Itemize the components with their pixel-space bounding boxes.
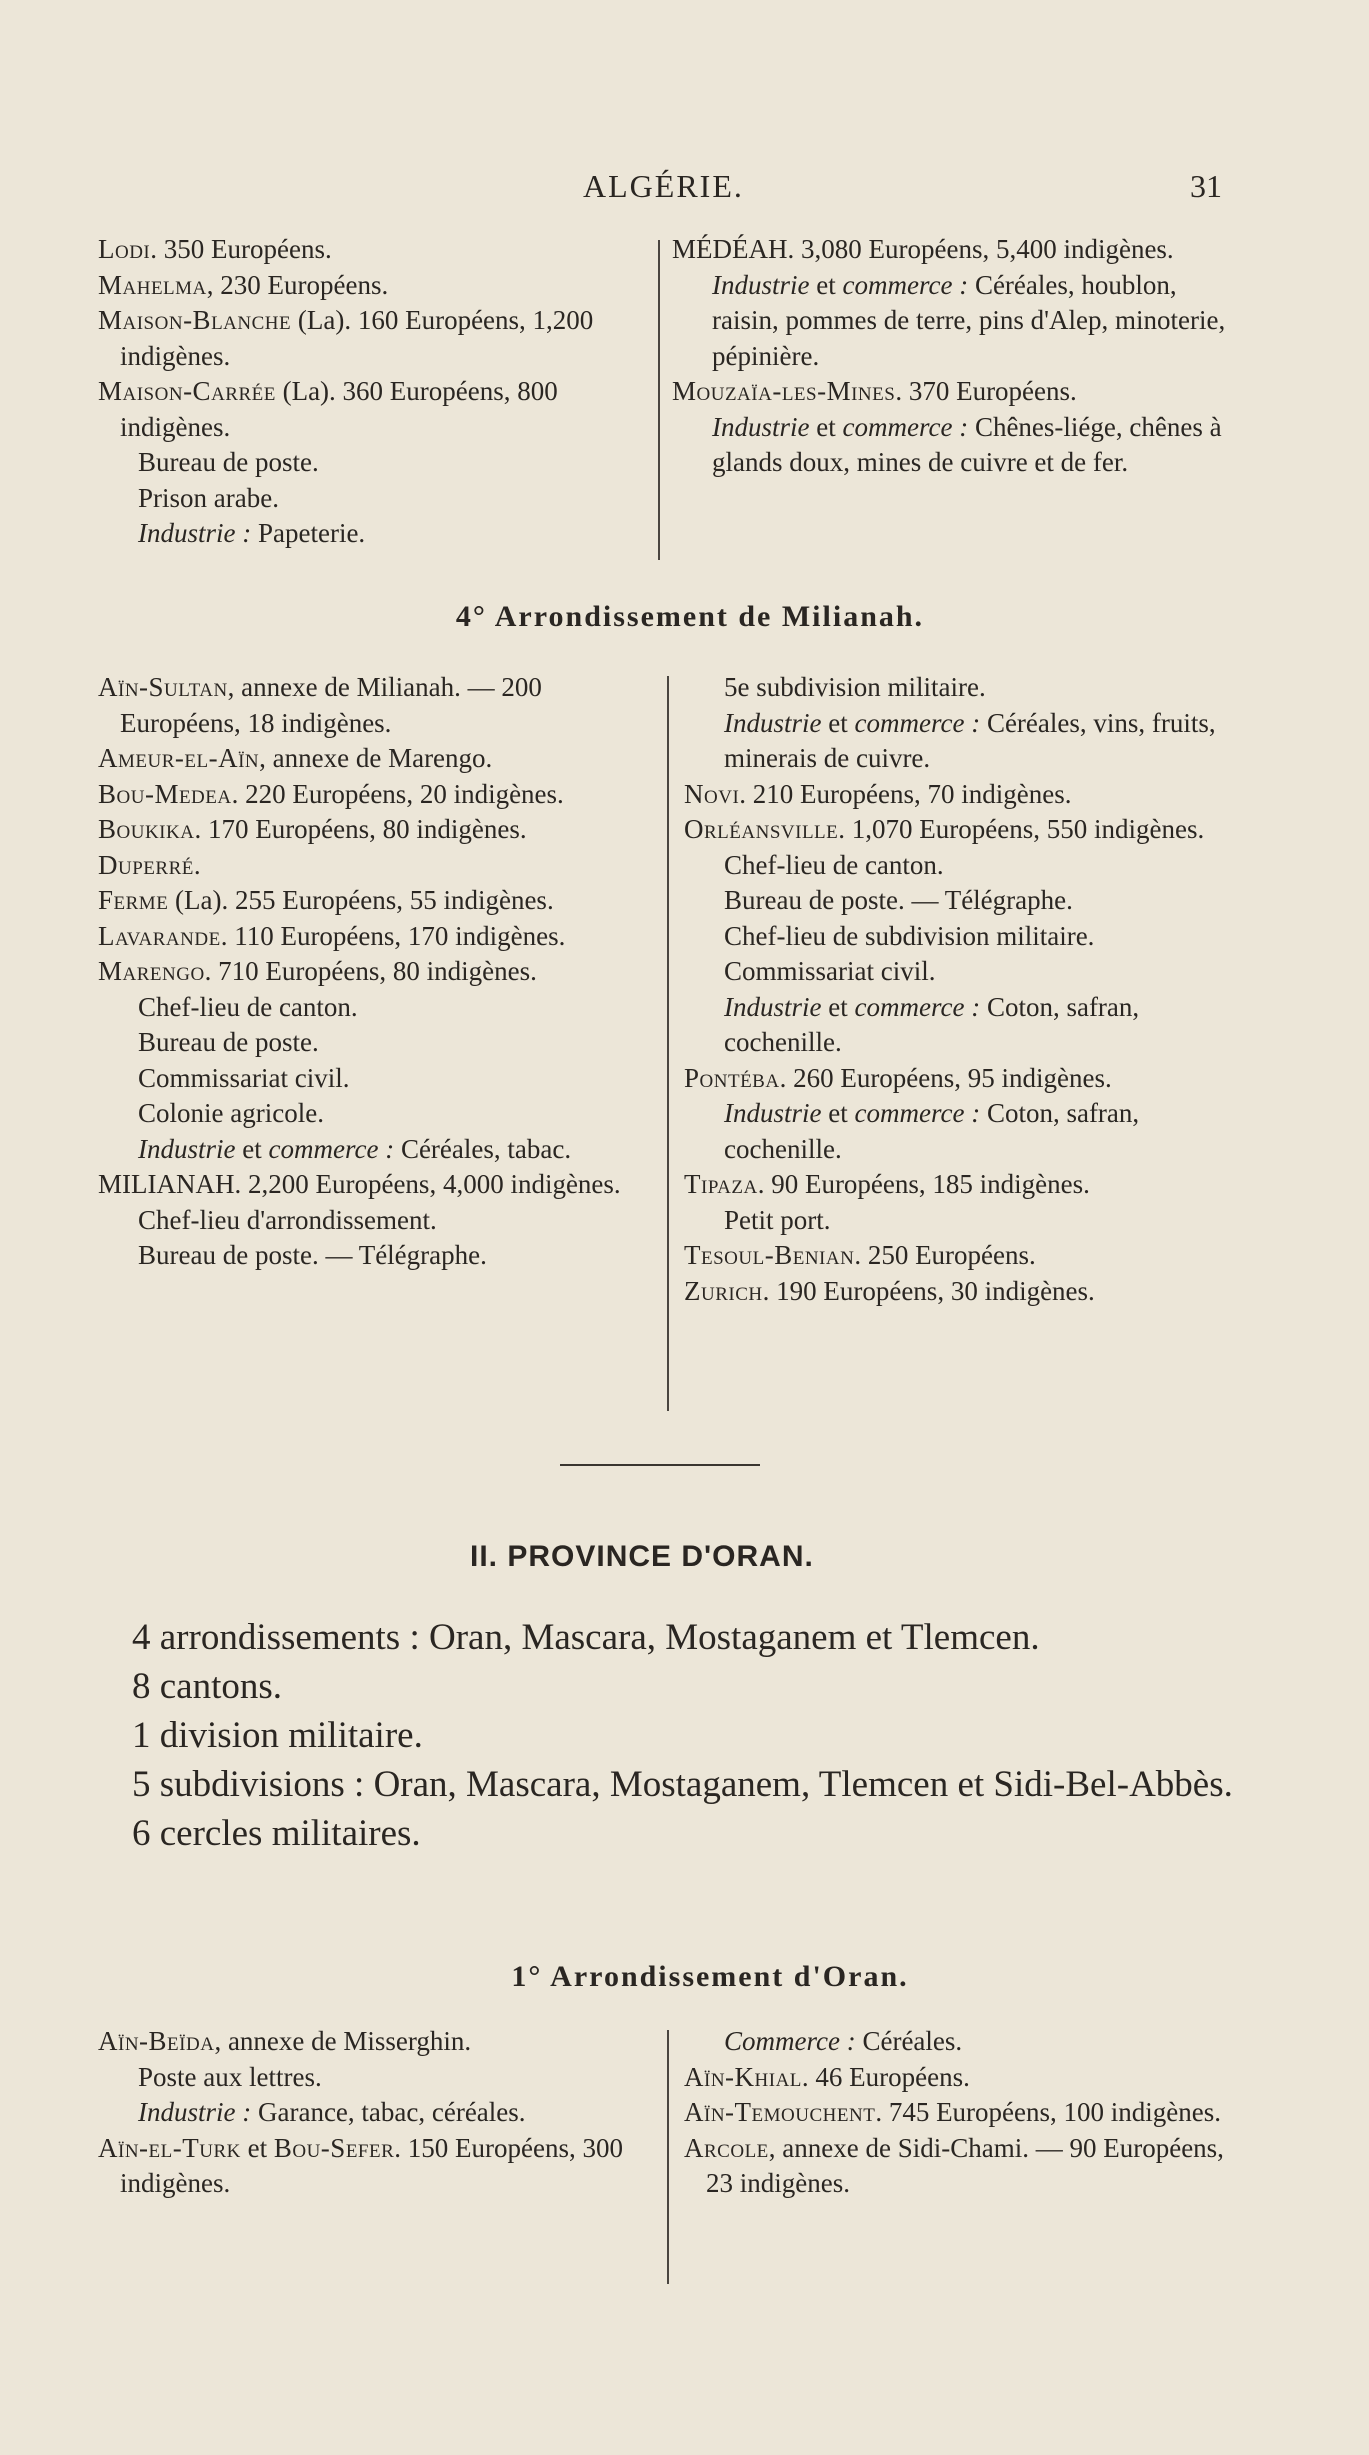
entry-text: Chef-lieu de subdivision militaire. (724, 920, 1095, 951)
place-name: Duperré (98, 849, 194, 880)
summary-line: 4 arrondissements : Oran, Mascara, Mostaganem et Tlemcen. (132, 1617, 1040, 1658)
summary-line: 6 cercles militaires. (132, 1813, 421, 1854)
entry-label: Industrie (712, 411, 810, 442)
entry-label: commerce : (854, 1098, 981, 1128)
entry-text: . (193, 849, 201, 880)
top-left-column (98, 232, 646, 552)
entry-text: Bureau de poste. (138, 1027, 319, 1057)
summary-line: 5 subdivisions : Oran, Mascara, Mostaganem, Tlemcen et Sidi-Bel-Abbès. (132, 1764, 1233, 1805)
place-name: Maison-Carrée (98, 376, 276, 406)
entry-label: Commerce : (724, 2026, 856, 2056)
oran-right-column (684, 2024, 1244, 2202)
entry-text: 5e subdivision militaire. (724, 672, 986, 702)
entry-detail (684, 990, 1244, 1061)
milianah-left-column (98, 670, 646, 1274)
entry-text: Bureau de poste. (138, 447, 319, 477)
place-entry (672, 232, 1242, 268)
entry-detail (98, 481, 646, 517)
place-entry (672, 374, 1242, 410)
place-name: Boukika (98, 814, 195, 844)
place-name: Orléansville (684, 814, 839, 844)
place-name: Ameur-el-Aïn (98, 743, 260, 773)
place-name: Bou-Sefer (273, 2132, 395, 2163)
entry-text: , annexe de Marengo. (259, 743, 493, 773)
entry-text: Céréales, vins, fruits, minerais de cuivre. (724, 707, 1216, 773)
place-name: Mouzaïa-les-Mines (672, 376, 896, 406)
entry-detail (672, 410, 1242, 481)
place-entry (98, 670, 646, 741)
entry-label: commerce : (854, 707, 981, 738)
entry-label: Industrie : (138, 2097, 252, 2127)
place-entry (98, 2024, 646, 2060)
page-header-title: ALGÉRIE. (583, 168, 744, 204)
entry-detail (672, 268, 1242, 375)
entry-text: Chênes-liége, chênes à glands doux, mines de cuivre et de fer. (712, 411, 1222, 477)
place-name: MILIANAH (98, 1169, 235, 1199)
place-name: MÉDÉAH (672, 234, 788, 264)
place-entry (684, 812, 1244, 848)
place-name: Ferme (98, 885, 169, 915)
entry-text: Coton, safran, cochenille. (724, 1098, 1140, 1164)
place-entry (98, 954, 646, 990)
milianah-right-column (684, 670, 1244, 1309)
entry-text: et (235, 1133, 269, 1164)
entry-detail (98, 1203, 646, 1239)
entry-text: Bureau de poste. — Télégraphe. (138, 1240, 487, 1270)
entry-detail (684, 1096, 1244, 1167)
entry-label: Industrie (138, 1133, 236, 1164)
entry-text: Chef-lieu d'arrondissement. (138, 1204, 437, 1235)
place-name: Aïn-Sultan (98, 672, 228, 702)
place-entry (98, 1167, 646, 1203)
entry-text: . 250 Européens. (854, 1240, 1036, 1270)
place-name: Lavarande (98, 920, 221, 951)
place-name: Bou-Medea (98, 778, 232, 809)
entry-detail (684, 1203, 1244, 1239)
entry-label: commerce : (842, 411, 969, 442)
entry-label: Industrie (724, 707, 822, 738)
place-name: Pontéba (684, 1062, 780, 1093)
entry-text: Coton, safran, cochenille. (724, 991, 1140, 1057)
place-entry (98, 268, 646, 304)
entry-text: . 90 Européens, 185 indigènes. (757, 1169, 1090, 1199)
entry-text: et (809, 269, 843, 300)
entry-text: . 150 Européens, 300 indigènes. (120, 2132, 623, 2198)
place-name: Maison-Blanche (98, 305, 292, 335)
place-entry (684, 1061, 1244, 1097)
entry-text: Garance, tabac, céréales. (251, 2097, 526, 2127)
entry-detail (684, 883, 1244, 919)
place-name: Aïn-Temouchent (684, 2097, 876, 2127)
entry-text: . 745 Européens, 100 indigènes. (875, 2097, 1221, 2127)
entry-label: Industrie (724, 1098, 822, 1128)
entry-label: commerce : (854, 991, 981, 1022)
place-name: Aïn-el-Turk (98, 2132, 241, 2163)
place-name: Mahelma (98, 269, 207, 300)
column-divider (658, 240, 660, 560)
place-entry (684, 2095, 1244, 2131)
entry-text: Céréales. (855, 2026, 963, 2056)
place-entry (684, 1238, 1244, 1274)
entry-detail (98, 990, 646, 1026)
entry-detail (684, 848, 1244, 884)
entry-detail (684, 919, 1244, 955)
place-entry (684, 1274, 1244, 1310)
entry-text: (La). 360 Européens, 800 indigènes. (120, 376, 558, 442)
entry-label: commerce : (268, 1133, 395, 1164)
entry-detail (98, 516, 646, 552)
entry-text: (La). 255 Européens, 55 indigènes. (168, 885, 554, 915)
place-entry (98, 232, 646, 268)
entry-text: Chef-lieu de canton. (724, 849, 944, 880)
entry-text: Chef-lieu de canton. (138, 991, 358, 1022)
place-entry (98, 883, 646, 919)
place-entry (98, 919, 646, 955)
entry-detail (98, 1238, 646, 1274)
entry-text: , annexe de Sidi-Chami. — 90 Européens, 23 indigènes. (706, 2132, 1224, 2198)
entry-detail (98, 1025, 646, 1061)
section-title-oran: 1° Arrondissement d'Oran. (511, 1960, 909, 1993)
entry-detail (684, 706, 1244, 777)
entry-text: Poste aux lettres. (138, 2061, 322, 2092)
entry-text: . 2,200 Européens, 4,000 indigènes. (234, 1169, 621, 1199)
entry-detail (98, 445, 646, 481)
entry-text: Commissariat civil. (138, 1062, 350, 1093)
column-divider (667, 676, 669, 1411)
entry-text: Céréales, houblon, raisin, pommes de terre, pins d'Alep, minoterie, pépinière. (712, 269, 1226, 371)
place-entry (684, 777, 1244, 813)
entry-text: et (809, 411, 843, 442)
top-right-column (672, 232, 1242, 481)
running-header (0, 168, 1369, 208)
place-entry (98, 848, 646, 884)
entry-detail (684, 2024, 1244, 2060)
entry-detail (98, 1096, 646, 1132)
entry-text: . 710 Européens, 80 indigènes. (204, 956, 537, 986)
entry-text: . 1,070 Européens, 550 indigènes. (838, 814, 1205, 844)
place-name: Lodi (98, 234, 151, 264)
place-entry (98, 741, 646, 777)
entry-text: . 46 Européens. (801, 2061, 970, 2092)
place-entry (98, 2131, 646, 2202)
entry-text: Céréales, tabac. (394, 1133, 572, 1164)
entry-detail (98, 2060, 646, 2096)
entry-text: Prison arabe. (138, 482, 279, 513)
entry-detail (98, 2095, 646, 2131)
entry-text: . 190 Européens, 30 indigènes. (762, 1275, 1095, 1306)
entry-text: Papeterie. (251, 518, 366, 548)
place-entry (684, 1167, 1244, 1203)
entry-label: Industrie (724, 991, 822, 1022)
entry-text: (La). 160 Européens, 1,200 indigènes. (120, 305, 594, 371)
place-name: Tipaza (684, 1169, 758, 1199)
entry-text: . 210 Européens, 70 indigènes. (739, 778, 1072, 809)
place-name: Aïn-Khial (684, 2061, 802, 2092)
place-entry (98, 777, 646, 813)
entry-text: et (821, 707, 855, 738)
page-number: 31 (1190, 168, 1222, 204)
entry-text: et (821, 991, 855, 1022)
entry-label: commerce : (842, 269, 969, 300)
entry-detail (684, 954, 1244, 990)
place-entry (684, 2131, 1244, 2202)
entry-text: . 110 Européens, 170 indigènes. (220, 920, 566, 951)
entry-text: . 370 Européens. (895, 376, 1077, 406)
entry-text: et (240, 2132, 274, 2163)
section-separator-rule (560, 1464, 760, 1466)
place-name: Tesoul-Benian (684, 1240, 855, 1270)
place-entry (98, 374, 646, 445)
entry-text: . 260 Européens, 95 indigènes. (779, 1062, 1112, 1093)
entry-text: et (821, 1098, 855, 1128)
entry-label: Industrie (712, 269, 810, 300)
place-name: Zurich (684, 1275, 763, 1306)
entry-text: Bureau de poste. — Télégraphe. (724, 885, 1073, 915)
entry-detail (684, 670, 1244, 706)
summary-line: 8 cantons. (132, 1666, 283, 1707)
section-title-milianah: 4° Arrondissement de Milianah. (455, 600, 925, 633)
entry-detail (98, 1061, 646, 1097)
entry-detail (98, 1132, 646, 1168)
entry-text: Colonie agricole. (138, 1098, 324, 1128)
summary-line: 1 division militaire. (132, 1715, 423, 1756)
entry-text: . 170 Européens, 80 indigènes. (194, 814, 527, 844)
column-divider (667, 2030, 669, 2284)
entry-text: Commissariat civil. (724, 956, 936, 986)
place-entry (98, 812, 646, 848)
oran-left-column (98, 2024, 646, 2202)
province-summary (98, 1613, 1278, 1858)
place-name: Arcole (684, 2132, 769, 2163)
entry-text: , 230 Européens. (206, 269, 389, 300)
entry-text: . 220 Européens, 20 indigènes. (231, 778, 564, 809)
entry-text: . 3,080 Européens, 5,400 indigènes. (787, 234, 1174, 264)
entry-text: , annexe de Misserghin. (214, 2026, 472, 2056)
province-title: II. PROVINCE D'ORAN. (470, 1540, 814, 1573)
entry-text: . 350 Européens. (150, 234, 332, 264)
entry-text: Petit port. (724, 1204, 831, 1235)
place-name: Marengo (98, 956, 205, 986)
place-entry (684, 2060, 1244, 2096)
entry-text: , annexe de Milianah. — 200 Européens, 18 indigènes. (120, 672, 542, 738)
entry-label: Industrie : (138, 518, 252, 548)
place-entry (98, 303, 646, 374)
place-name: Novi (684, 778, 740, 809)
place-name: Aïn-Beïda (98, 2026, 215, 2056)
